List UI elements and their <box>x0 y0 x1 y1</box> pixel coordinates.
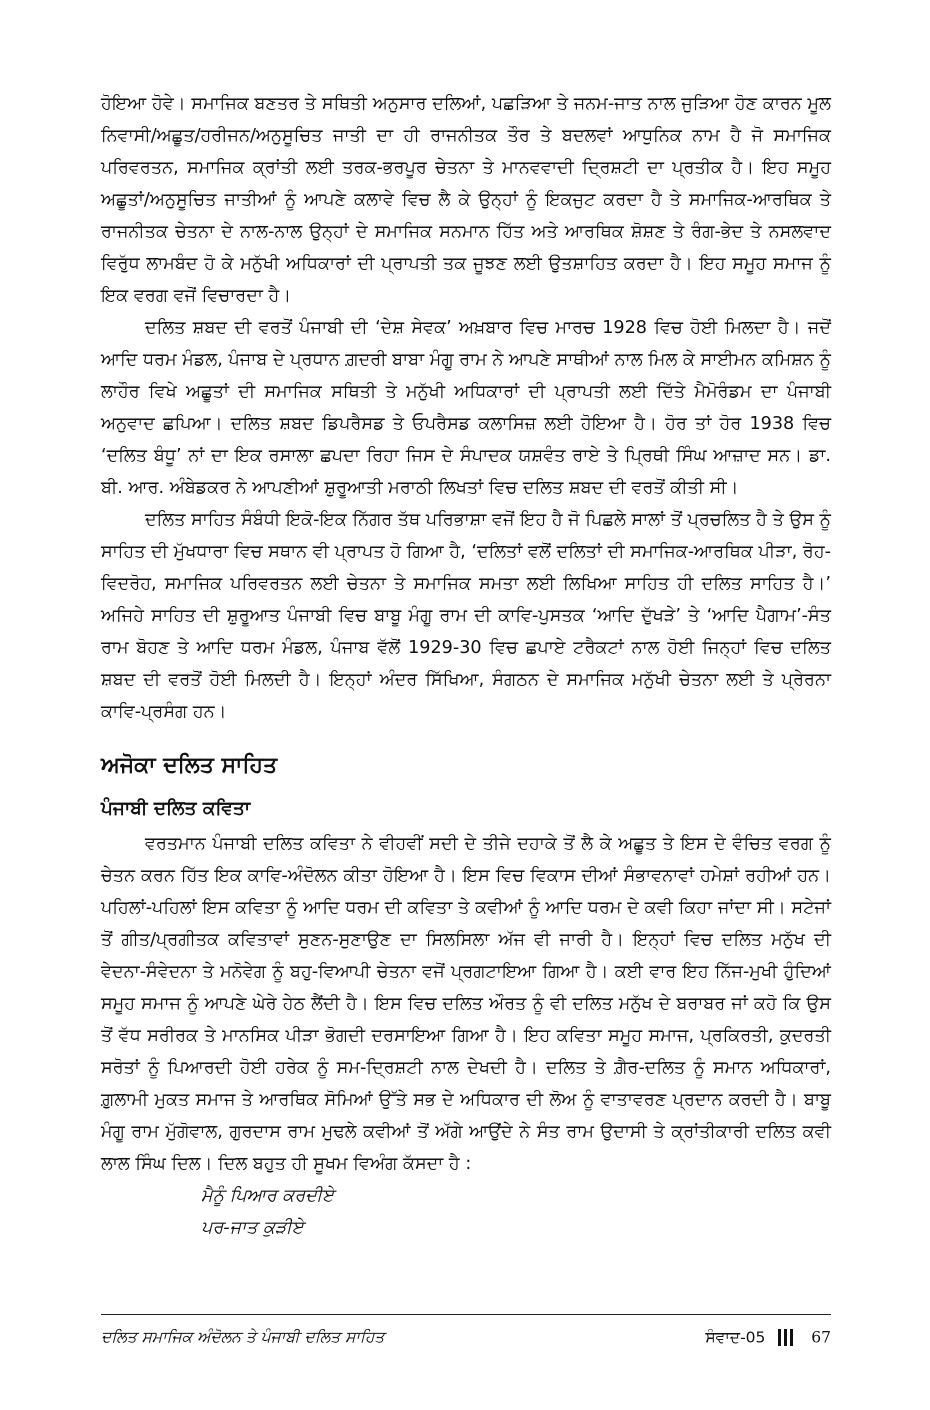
journal-name: ਸੰਵਾਦ-05 <box>705 1328 766 1347</box>
paragraph-3: ਦਲਿਤ ਸਾਹਿਤ ਸੰਬੰਧੀ ਇਕੋ-ਇਕ ਨਿੱਗਰ ਤੱਥ ਪਰਿਭਾਸ਼ਾ ਵਜੋਂ ਇਹ ਹੈ ਜੋ ਪਿਛਲੇ ਸਾਲਾਂ ਤੋਂ ਪ੍ਰਚਲਿਤ ਹੈ ਤੇ ਉਸ ਨੂੰ ਸਾਹਿਤ ਦੀ ਮੁੱਖਧਾਰਾ ਵਿਚ ਸਥਾਨ ਵੀ ਪ੍ਰਾਪਤ ਹੋ ਗਿਆ ਹੈ, ‘ਦਲਿਤਾਂ ਵਲੋਂ ਦਲਿਤਾਂ ਦੀ ਸਮਾਜਿਕ-ਆਰਥਿਕ ਪੀੜਾ, ਰੋਹ-ਵਿਦਰੋਹ, ਸਮਾਜਿਕ ਪਰਿਵਰਤਨ ਲਈ ਚੇਤਨਾ ਤੇ ਸਮਾਜਿਕ ਸਮਤਾ ਲਈ ਲਿਖਿਆ ਸਾਹਿਤ ਹੀ ਦਲਿਤ ਸਾਹਿਤ ਹੈ।’ ਅਜਿਹੇ ਸਾਹਿਤ ਦੀ ਸ਼ੁਰੂਆਤ ਪੰਜਾਬੀ ਵਿਚ ਬਾਬੂ ਮੰਗੂ ਰਾਮ ਦੀ ਕਾਵਿ-ਪੁਸਤਕ ‘ਆਦਿ ਦੁੱਖੜੇ’ ਤੇ ‘ਆਦਿ ਪੈਗਾਮ’-ਸੰਤ ਰਾਮ ਬੋਹਣ ਤੇ ਆਦਿ ਧਰਮ ਮੰਡਲ, ਪੰਜਾਬ ਵੱਲੋਂ 1929-30 ਵਿਚ ਛਪਾਏ ਟਰੈਕਟਾਂ ਨਾਲ ਹੋਈ ਜਿਨ੍ਹਾਂ ਵਿਚ ਦਲਿਤ ਸ਼ਬਦ ਦੀ ਵਰਤੋਂ ਹੋਈ ਮਿਲਦੀ ਹੈ। ਇਨ੍ਹਾਂ ਅੰਦਰ ਸਿੱਖਿਆ, ਸੰਗਠਨ ਦੇ ਸਮਾਜਿਕ ਮਨੁੱਖੀ ਚੇਤਨਾ ਲਈ ਤੇ ਪ੍ਰੇਰਨਾ ਕਾਵਿ-ਪ੍ਰਸੰਗ ਹਨ। <box>101 510 831 722</box>
section-heading: ਅਜੋਕਾ ਦਲਿਤ ਸਾਹਿਤ <box>101 753 278 778</box>
paragraph-4: ਵਰਤਮਾਨ ਪੰਜਾਬੀ ਦਲਿਤ ਕਵਿਤਾ ਨੇ ਵੀਹਵੀਂ ਸਦੀ ਦੇ ਤੀਜੇ ਦਹਾਕੇ ਤੋਂ ਲੈ ਕੇ ਅਛੂਤ ਤੇ ਇਸ ਦੇ ਵੰਚਿਤ ਵਰਗ ਨੂੰ ਚੇਤਨ ਕਰਨ ਹਿੱਤ ਇਕ ਕਾਵਿ-ਅੰਦੋਲਨ ਕੀਤਾ ਹੋਇਆ ਹੈ। ਇਸ ਵਿਚ ਵਿਕਾਸ ਦੀਆਂ ਸੰਭਾਵਨਾਵਾਂ ਹਮੇਸ਼ਾਂ ਰਹੀਆਂ ਹਨ। ਪਹਿਲਾਂ-ਪਹਿਲਾਂ ਇਸ ਕਵਿਤਾ ਨੂੰ ਆਦਿ ਧਰਮ ਦੀ ਕਵਿਤਾ ਤੇ ਕਵੀਆਂ ਨੂੰ ਆਦਿ ਧਰਮ ਦੇ ਕਵੀ ਕਿਹਾ ਜਾਂਦਾ ਸੀ। ਸਟੇਜਾਂ ਤੋਂ ਗੀਤ/ਪ੍ਰਗੀਤਕ ਕਵਿਤਾਵਾਂ ਸੁਣਨ-ਸੁਣਾਉਣ ਦਾ ਸਿਲਸਿਲਾ ਅੱਜ ਵੀ ਜਾਰੀ ਹੈ। ਇਨ੍ਹਾਂ ਵਿਚ ਦਲਿਤ ਮਨੁੱਖ ਦੀ ਵੇਦਨਾ-ਸੰਵੇਦਨਾ ਤੇ ਮਨੋਵੇਗ ਨੂੰ ਬਹੁ-ਵਿਆਪੀ ਚੇਤਨਾ ਵਜੋਂ ਪ੍ਰਗਟਾਇਆ ਗਿਆ ਹੈ। ਕਈ ਵਾਰ ਇਹ ਨਿੱਜ-ਮੁਖੀ ਹੁੰਦਿਆਂ ਸਮੂਹ ਸਮਾਜ ਨੂੰ ਆਪਣੇ ਘੇਰੇ ਹੇਠ ਲੈਂਦੀ ਹੈ। ਇਸ ਵਿਚ ਦਲਿਤ ਔਰਤ ਨੂੰ ਵੀ ਦਲਿਤ ਮਨੁੱਖ ਦੇ ਬਰਾਬਰ ਜਾਂ ਕਹੋ ਕਿ ਉਸ ਤੋਂ ਵੱਧ ਸਰੀਰਕ ਤੇ ਮਾਨਸਿਕ ਪੀੜਾ ਭੋਗਦੀ ਦਰਸਾਇਆ ਗਿਆ ਹੈ। ਇਹ ਕਵਿਤਾ ਸਮੂਹ ਸਮਾਜ, ਪ੍ਰਕਿਰਤੀ, ਕੁਦਰਤੀ ਸਰੋਤਾਂ ਨੂੰ ਪਿਆਰਦੀ ਹੋਈ ਹਰੇਕ ਨੂੰ ਸਮ-ਦ੍ਰਿਸ਼ਟੀ ਨਾਲ ਦੇਖਦੀ ਹੈ। ਦਲਿਤ ਤੇ ਗ਼ੈਰ-ਦਲਿਤ ਨੂੰ ਸਮਾਨ ਅਧਿਕਾਰਾਂ, ਗ਼ੁਲਾਮੀ ਮੁਕਤ ਸਮਾਜ ਤੇ ਆਰਥਿਕ ਸੋਮਿਆਂ ਉੱਤੇ ਸਭ ਦੇ ਅਧਿਕਾਰ ਦੀ ਲੋਅ ਨੂੰ ਵਾਤਾਵਰਣ ਪ੍ਰਦਾਨ ਕਰਦੀ ਹੈ। ਬਾਬੂ ਮੰਗੂ ਰਾਮ ਮੁੱਗੋਵਾਲ, ਗੁਰਦਾਸ ਰਾਮ ਮੁਢਲੇ ਕਵੀਆਂ ਤੋਂ ਅੱਗੇ ਆਉਂਦੇ ਨੇ ਸੰਤ ਰਾਮ ਉਦਾਸੀ ਤੇ ਕ੍ਰਾਂਤੀਕਾਰੀ ਦਲਿਤ ਕਵੀ ਲਾਲ ਸਿੰਘ ਦਿਲ। ਦਿਲ ਬਹੁਤ ਹੀ ਸੂਖਮ ਵਿਅੰਗ ਕੱਸਦਾ ਹੈ : <box>101 834 831 1174</box>
body-text <box>101 88 831 1244</box>
subsection-heading: ਪੰਜਾਬੀ ਦਲਿਤ ਕਵਿਤਾ <box>101 798 251 819</box>
bars-icon <box>778 1329 796 1346</box>
verse-line-1: ਮੈਨੂੰ ਪਿਆਰ ਕਰਦੀਏ <box>201 1186 334 1206</box>
running-title: ਦਲਿਤ ਸਮਾਜਿਕ ਅੰਦੋਲਨ ਤੇ ਪੰਜਾਬੀ ਦਲਿਤ ਸਾਹਿਤ <box>101 1328 385 1346</box>
page-footer <box>101 1323 831 1351</box>
footer-right <box>705 1323 831 1352</box>
paragraph-1: ਹੋਇਆ ਹੋਵੇ। ਸਮਾਜਿਕ ਬਣਤਰ ਤੇ ਸਥਿਤੀ ਅਨੁਸਾਰ ਦਲਿਆਂ, ਪਛੜਿਆ ਤੇ ਜਨਮ-ਜਾਤ ਨਾਲ ਜੁੜਿਆ ਹੋਣ ਕਾਰਨ ਮੂਲ ਨਿਵਾਸੀ/ਅਛੂਤ/ਹਰੀਜਨ/ਅਨੁਸੂਚਿਤ ਜਾਤੀ ਦਾ ਹੀ ਰਾਜਨੀਤਕ ਤੌਰ ਤੇ ਬਦਲਵਾਂ ਆਧੁਨਿਕ ਨਾਮ ਹੈ ਜੋ ਸਮਾਜਿਕ ਪਰਿਵਰਤਨ, ਸਮਾਜਿਕ ਕ੍ਰਾਂਤੀ ਲਈ ਤਰਕ-ਭਰਪੂਰ ਚੇਤਨਾ ਤੇ ਮਾਨਵਵਾਦੀ ਦ੍ਰਿਸ਼ਟੀ ਦਾ ਪ੍ਰਤੀਕ ਹੈ। ਇਹ ਸਮੂਹ ਅਛੂਤਾਂ/ਅਨੁਸੂਚਿਤ ਜਾਤੀਆਂ ਨੂੰ ਆਪਣੇ ਕਲਾਵੇ ਵਿਚ ਲੈ ਕੇ ਉਨ੍ਹਾਂ ਨੂੰ ਇਕਜੁਟ ਕਰਦਾ ਹੈ ਤੇ ਸਮਾਜਿਕ-ਆਰਥਿਕ ਤੇ ਰਾਜਨੀਤਕ ਚੇਤਨਾ ਦੇ ਨਾਲ-ਨਾਲ ਉਨ੍ਹਾਂ ਦੇ ਸਮਾਜਿਕ ਸਨਮਾਨ ਹਿੱਤ ਅਤੇ ਆਰਥਿਕ ਸ਼ੋਸ਼ਣ ਤੇ ਰੰਗ-ਭੇਦ ਤੇ ਨਸਲਵਾਦ ਵਿਰੁੱਧ ਲਾਮਬੰਦ ਹੋ ਕੇ ਮਨੁੱਖੀ ਅਧਿਕਾਰਾਂ ਦੀ ਪ੍ਰਾਪਤੀ ਤਕ ਜੂਝਣ ਲਈ ਉਤਸ਼ਾਹਿਤ ਕਰਦਾ ਹੈ। ਇਹ ਸਮੂਹ ਸਮਾਜ ਨੂੰ ਇਕ ਵਰਗ ਵਜੋਂ ਵਿਚਾਰਦਾ ਹੈ। <box>101 94 831 306</box>
footer-divider <box>101 1314 831 1315</box>
page-number: 67 <box>811 1328 831 1347</box>
verse-line-2: ਪਰ-ਜਾਤ ਕੁੜੀਏ <box>201 1218 304 1238</box>
paragraph-2: ਦਲਿਤ ਸ਼ਬਦ ਦੀ ਵਰਤੋਂ ਪੰਜਾਬੀ ਦੀ ‘ਦੇਸ਼ ਸੇਵਕ’ ਅਖ਼ਬਾਰ ਵਿਚ ਮਾਰਚ 1928 ਵਿਚ ਹੋਈ ਮਿਲਦਾ ਹੈ। ਜਦੋਂ ਆਦਿ ਧਰਮ ਮੰਡਲ, ਪੰਜਾਬ ਦੇ ਪ੍ਰਧਾਨ ਗ਼ਦਰੀ ਬਾਬਾ ਮੰਗੂ ਰਾਮ ਨੇ ਆਪਣੇ ਸਾਥੀਆਂ ਨਾਲ ਮਿਲ ਕੇ ਸਾਈਮਨ ਕਮਿਸ਼ਨ ਨੂੰ ਲਾਹੌਰ ਵਿਖੇ ਅਛੂਤਾਂ ਦੀ ਸਮਾਜਿਕ ਸਥਿਤੀ ਤੇ ਮਨੁੱਖੀ ਅਧਿਕਾਰਾਂ ਦੀ ਪ੍ਰਾਪਤੀ ਲਈ ਦਿੱਤੇ ਮੈਮੋਰੰਡਮ ਦਾ ਪੰਜਾਬੀ ਅਨੁਵਾਦ ਛਪਿਆ। ਦਲਿਤ ਸ਼ਬਦ ਡਿਪਰੈਸਡ ਤੇ ਓਪਰੈਸਡ ਕਲਾਸਿਜ਼ ਲਈ ਹੋਇਆ ਹੈ। ਹੋਰ ਤਾਂ ਹੋਰ 1938 ਵਿਚ ‘ਦਲਿਤ ਬੰਧੂ’ ਨਾਂ ਦਾ ਇਕ ਰਸਾਲਾ ਛਪਦਾ ਰਿਹਾ ਜਿਸ ਦੇ ਸੰਪਾਦਕ ਯਸ਼ਵੰਤ ਰਾਏ ਤੇ ਪ੍ਰਿਥੀ ਸਿੰਘ ਆਜ਼ਾਦ ਸਨ। ਡਾ. ਬੀ. ਆਰ. ਅੰਬੇਡਕਰ ਨੇ ਆਪਣੀਆਂ ਸ਼ੁਰੂਆਤੀ ਮਰਾਠੀ ਲਿਖਤਾਂ ਵਿਚ ਦਲਿਤ ਸ਼ਬਦ ਦੀ ਵਰਤੋਂ ਕੀਤੀ ਸੀ। <box>101 318 831 498</box>
